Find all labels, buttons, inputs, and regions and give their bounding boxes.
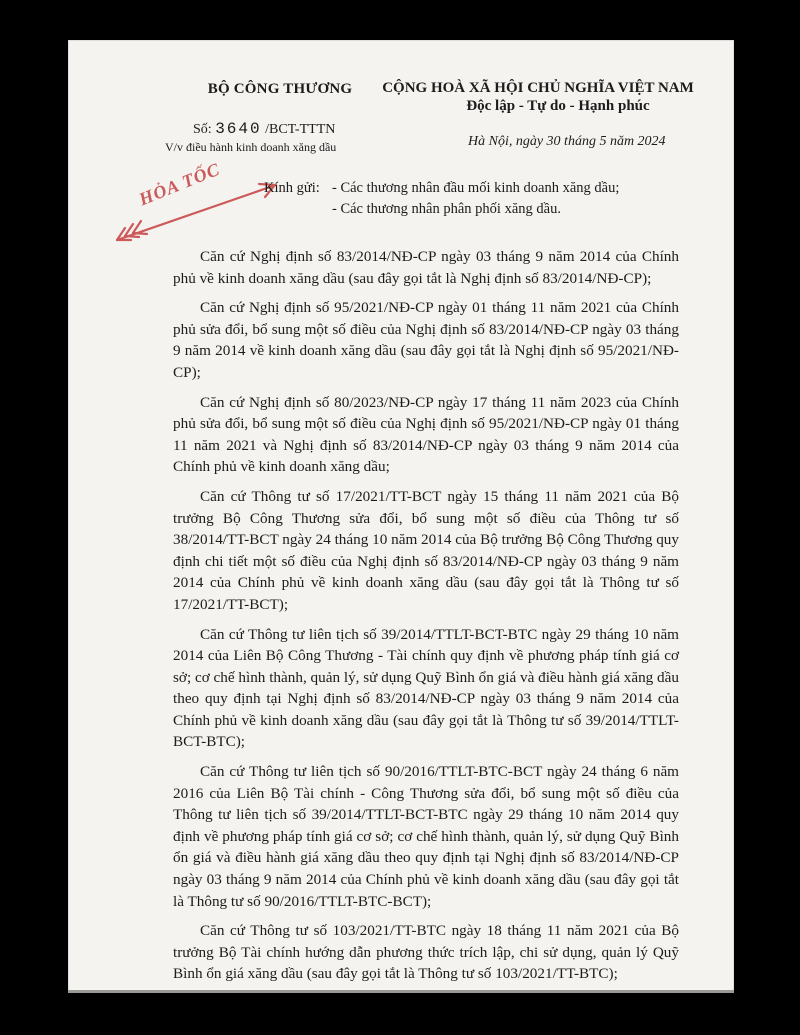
recipient-item: - Các thương nhân đầu mối kinh doanh xăng dầu; xyxy=(332,180,620,196)
document-page xyxy=(68,40,734,993)
document-number xyxy=(193,120,335,138)
issuer-block xyxy=(180,81,380,98)
recipient-item: - Các thương nhân phân phối xăng dầu. xyxy=(332,201,561,217)
legal-basis-paragraph: Căn cứ Nghị định số 83/2014/NĐ-CP ngày 03 tháng 9 năm 2014 của Chính phủ về kinh doanh xăng dầu (sau đây gọi tắt là Nghị định số 83/2014/NĐ-CP); xyxy=(173,248,679,287)
number-prefix: Số: xyxy=(193,122,212,137)
national-header xyxy=(378,80,698,115)
legal-basis-paragraph: Căn cứ Nghị định số 95/2021/NĐ-CP ngày 01 tháng 11 năm 2021 của Chính phủ sửa đổi, bổ sung một số điều của Nghị định số 83/2014/NĐ-CP ngày 03 tháng 9 năm 2014 về kinh doanh xăng dầu (sau đây gọi tắt là Nghị định số 95/2021/NĐ-CP); xyxy=(173,299,679,381)
legal-basis-paragraph: Căn cứ Thông tư số 17/2021/TT-BCT ngày 15 tháng 11 năm 2021 của Bộ trưởng Bộ Công Thương sửa đổi, bổ sung một số điều của Thông tư số 38/2014/TT-BCT ngày 24 tháng 10 năm 2014 của Bộ trưởng Bộ Công Thương quy định chi tiết một số điều của Nghị định số 83/2014/NĐ-CP ngày 03 tháng 9 năm 2014 của Chính phủ về kinh doanh xăng dầu (sau đây gọi tắt là Thông tư số 17/2021/TT-BCT); xyxy=(173,487,679,613)
republic-title: CỘNG HOÀ XÃ HỘI CHỦ NGHĨA VIỆT NAM xyxy=(382,80,694,96)
urgent-stamp-text: HỎA TỐC xyxy=(136,158,223,210)
national-motto: Độc lập - Tự do - Hạnh phúc xyxy=(466,98,650,114)
legal-basis-paragraph: Căn cứ Thông tư liên tịch số 90/2016/TTLT-BTC-BCT ngày 24 tháng 6 năm 2016 của Liên Bộ Tài chính - Công Thương sửa đổi, bổ sung một số điều của Thông tư liên tịch số 39/2014/TTLT-BCT-BTC ngày 29 tháng 10 năm 2014 quy định về phương pháp tính giá cơ sở; cơ chế hình thành, quản lý, sử dụng Quỹ Bình ổn giá và điều hành giá xăng dầu theo quy định tại Nghị định số 83/2014/NĐ-CP ngày 03 tháng 9 năm 2014 của Chính phủ về kinh doanh xăng dầu (sau đây gọi tắt là Thông tư số 90/2016/TTLT-BTC-BCT); xyxy=(173,763,679,910)
ministry-name: BỘ CÔNG THƯƠNG xyxy=(207,81,353,97)
legal-basis-paragraph: Căn cứ Thông tư liên tịch số 39/2014/TTLT-BCT-BTC ngày 29 tháng 10 năm 2014 của Liên Bộ Công Thương - Tài chính quy định về phương pháp tính giá cơ sở; cơ chế hình thành, quản lý, sử dụng Quỹ Bình ổn giá và điều hành giá xăng dầu theo quy định tại Nghị định số 83/2014/NĐ-CP ngày 03 tháng 9 năm 2014 của Chính phủ về kinh doanh xăng dầu (sau đây gọi tắt là Thông tư số 39/2014/TTLT-BCT-BTC); xyxy=(173,625,679,751)
greeting-label: Kính gửi: xyxy=(264,180,320,196)
legal-basis-paragraph: Căn cứ Nghị định số 80/2023/NĐ-CP ngày 17 tháng 11 năm 2023 của Chính phủ sửa đổi, bổ sung một số điều của Nghị định số 95/2021/NĐ-CP ngày 01 tháng 11 năm 2021 và Nghị định số 83/2014/NĐ-CP ngày 03 tháng 9 năm 2014 của Chính phủ về kinh doanh xăng dầu; xyxy=(173,393,679,476)
scan-edge-divider xyxy=(68,990,734,993)
number-value: 3640 xyxy=(215,120,262,138)
date-place: Hà Nội, ngày 30 tháng 5 năm 2024 xyxy=(468,134,666,149)
document-body xyxy=(173,246,679,993)
number-suffix: /BCT-TTTN xyxy=(265,122,336,137)
document-subject: V/v điều hành kinh doanh xăng dầu xyxy=(165,140,337,154)
legal-basis-paragraph: Căn cứ Thông tư số 103/2021/TT-BTC ngày 18 tháng 11 năm 2021 của Bộ trưởng Bộ Tài chính hướng dẫn phương thức trích lập, chi sử dụng, quản lý Quỹ Bình ổn giá xăng dầu (sau đây gọi tắt là Thông tư số 103/2021/TT-BTC); xyxy=(173,922,679,983)
